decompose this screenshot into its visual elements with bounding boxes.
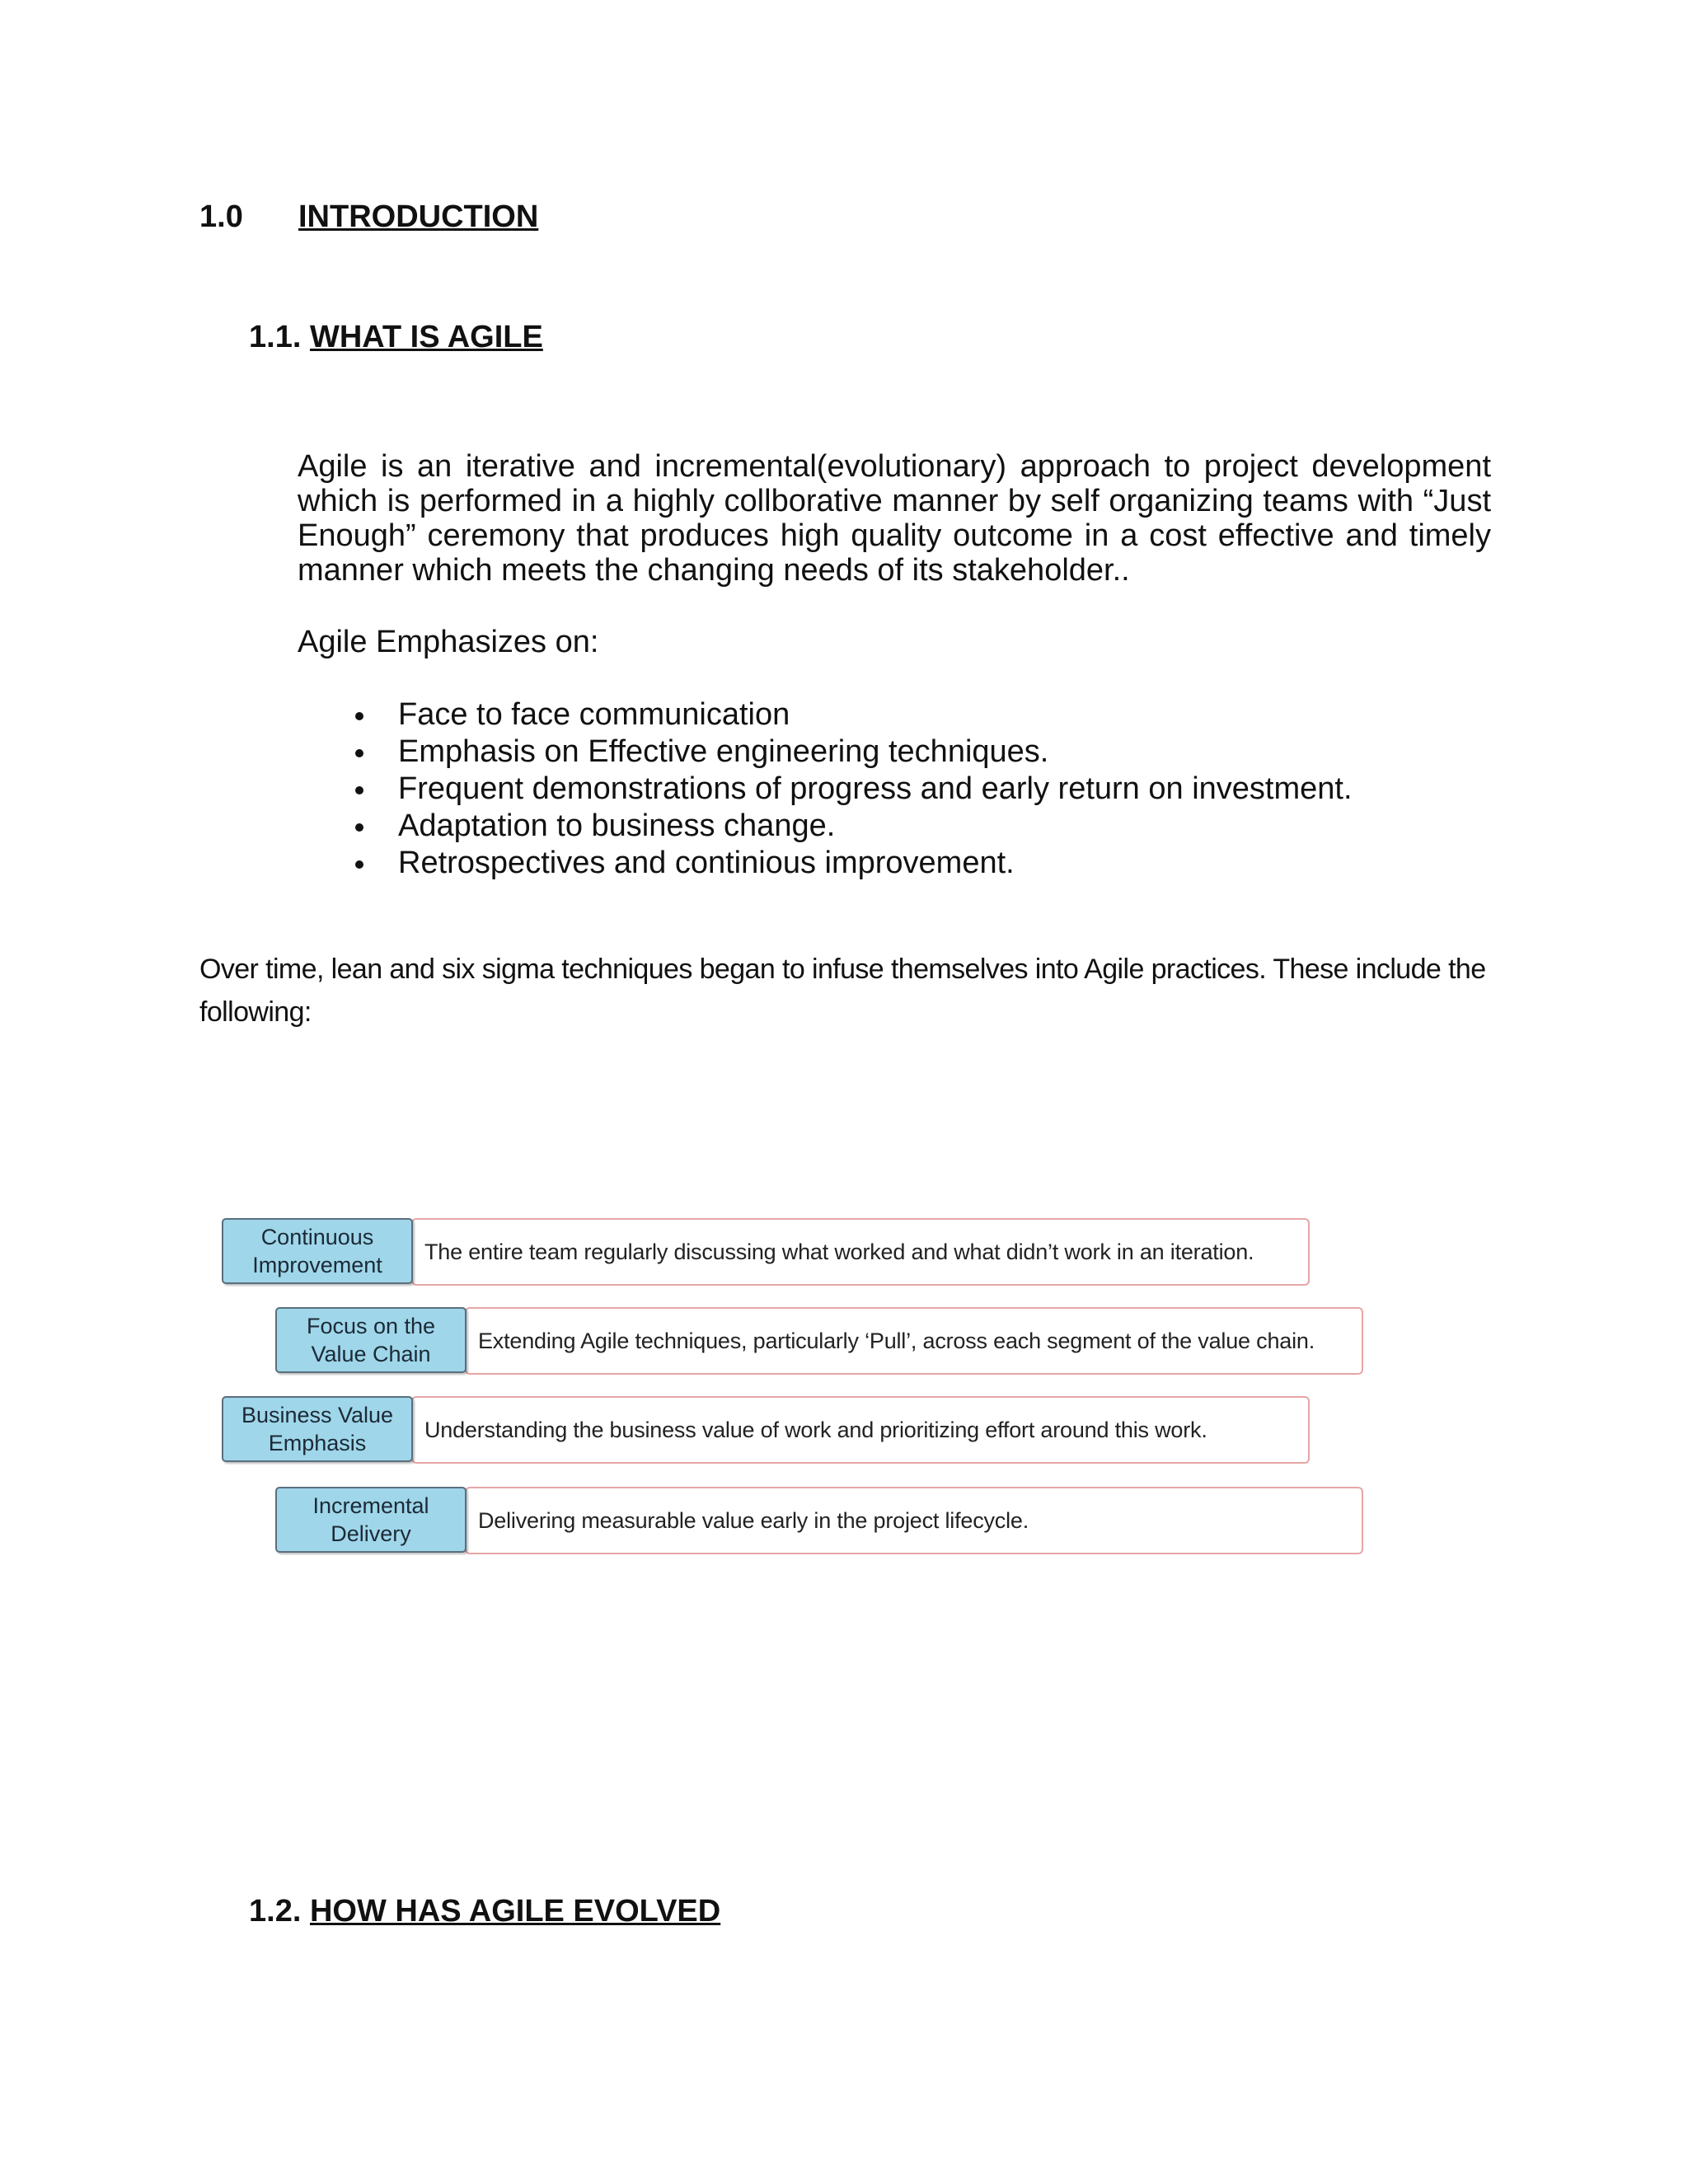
practices-diagram: [216, 1218, 1370, 1581]
practice-label: Business Value Emphasis: [222, 1396, 413, 1462]
list-item: Frequent demonstrations of progress and early return on investment.: [298, 771, 1353, 808]
practice-label: Incremental Delivery: [275, 1487, 467, 1553]
practice-row-business-value: [222, 1396, 1310, 1464]
practice-description: Understanding the business value of work and prioritizing effort around this work.: [411, 1396, 1310, 1464]
bullet-icon: [355, 749, 363, 757]
emphasis-intro: Agile Emphasizes on:: [298, 625, 599, 659]
list-item: Adaptation to business change.: [298, 808, 1353, 845]
subsection-heading-what-is-agile: [249, 320, 543, 355]
list-item: Face to face communication: [298, 696, 1353, 733]
practice-description: The entire team regularly discussing what worked and what didn’t work in an iteration.: [411, 1218, 1310, 1286]
practice-row-incremental-delivery: [275, 1487, 1363, 1554]
practice-description: Extending Agile techniques, particularly ‘Pull’, across each segment of the value chain.: [465, 1307, 1363, 1375]
list-item: Emphasis on Effective engineering techniques.: [298, 733, 1353, 771]
bullet-icon: [355, 712, 363, 720]
lean-six-sigma-text: Over time, lean and six sigma techniques began to infuse themselves into Agile practices. These include the following:: [199, 954, 1486, 1028]
subsection-title: HOW HAS AGILE EVOLVED: [309, 1894, 721, 1929]
subsection-number: 1.2.: [249, 1894, 302, 1929]
emphasis-list: [298, 696, 1353, 882]
practice-row-continuous-improvement: [222, 1218, 1310, 1286]
bullet-icon: [355, 823, 363, 832]
section-title: INTRODUCTION: [298, 199, 539, 234]
practice-row-value-chain: [275, 1307, 1363, 1375]
practice-label: Continuous Improvement: [222, 1218, 413, 1284]
list-item: Retrospectives and continious improvement.: [298, 845, 1353, 882]
agile-definition: Agile is an iterative and incremental(evolutionary) approach to project development which is performed in a highly collborative manner by self organizing teams with “Just Enough” ceremony that produces high quality outcome in a cost effective and timely manner which meets the changing needs of its stakeholder..: [298, 449, 1491, 588]
practice-description: Delivering measurable value early in the project lifecycle.: [465, 1487, 1363, 1554]
subsection-number: 1.1.: [249, 320, 302, 354]
subsection-title: WHAT IS AGILE: [309, 320, 543, 354]
subsection-heading-how-agile-evolved: [249, 1894, 720, 1929]
practice-label: Focus on the Value Chain: [275, 1307, 467, 1373]
bullet-icon: [355, 786, 363, 794]
section-number: 1.0: [199, 199, 243, 234]
section-heading: [199, 199, 538, 235]
bullet-icon: [355, 860, 363, 869]
